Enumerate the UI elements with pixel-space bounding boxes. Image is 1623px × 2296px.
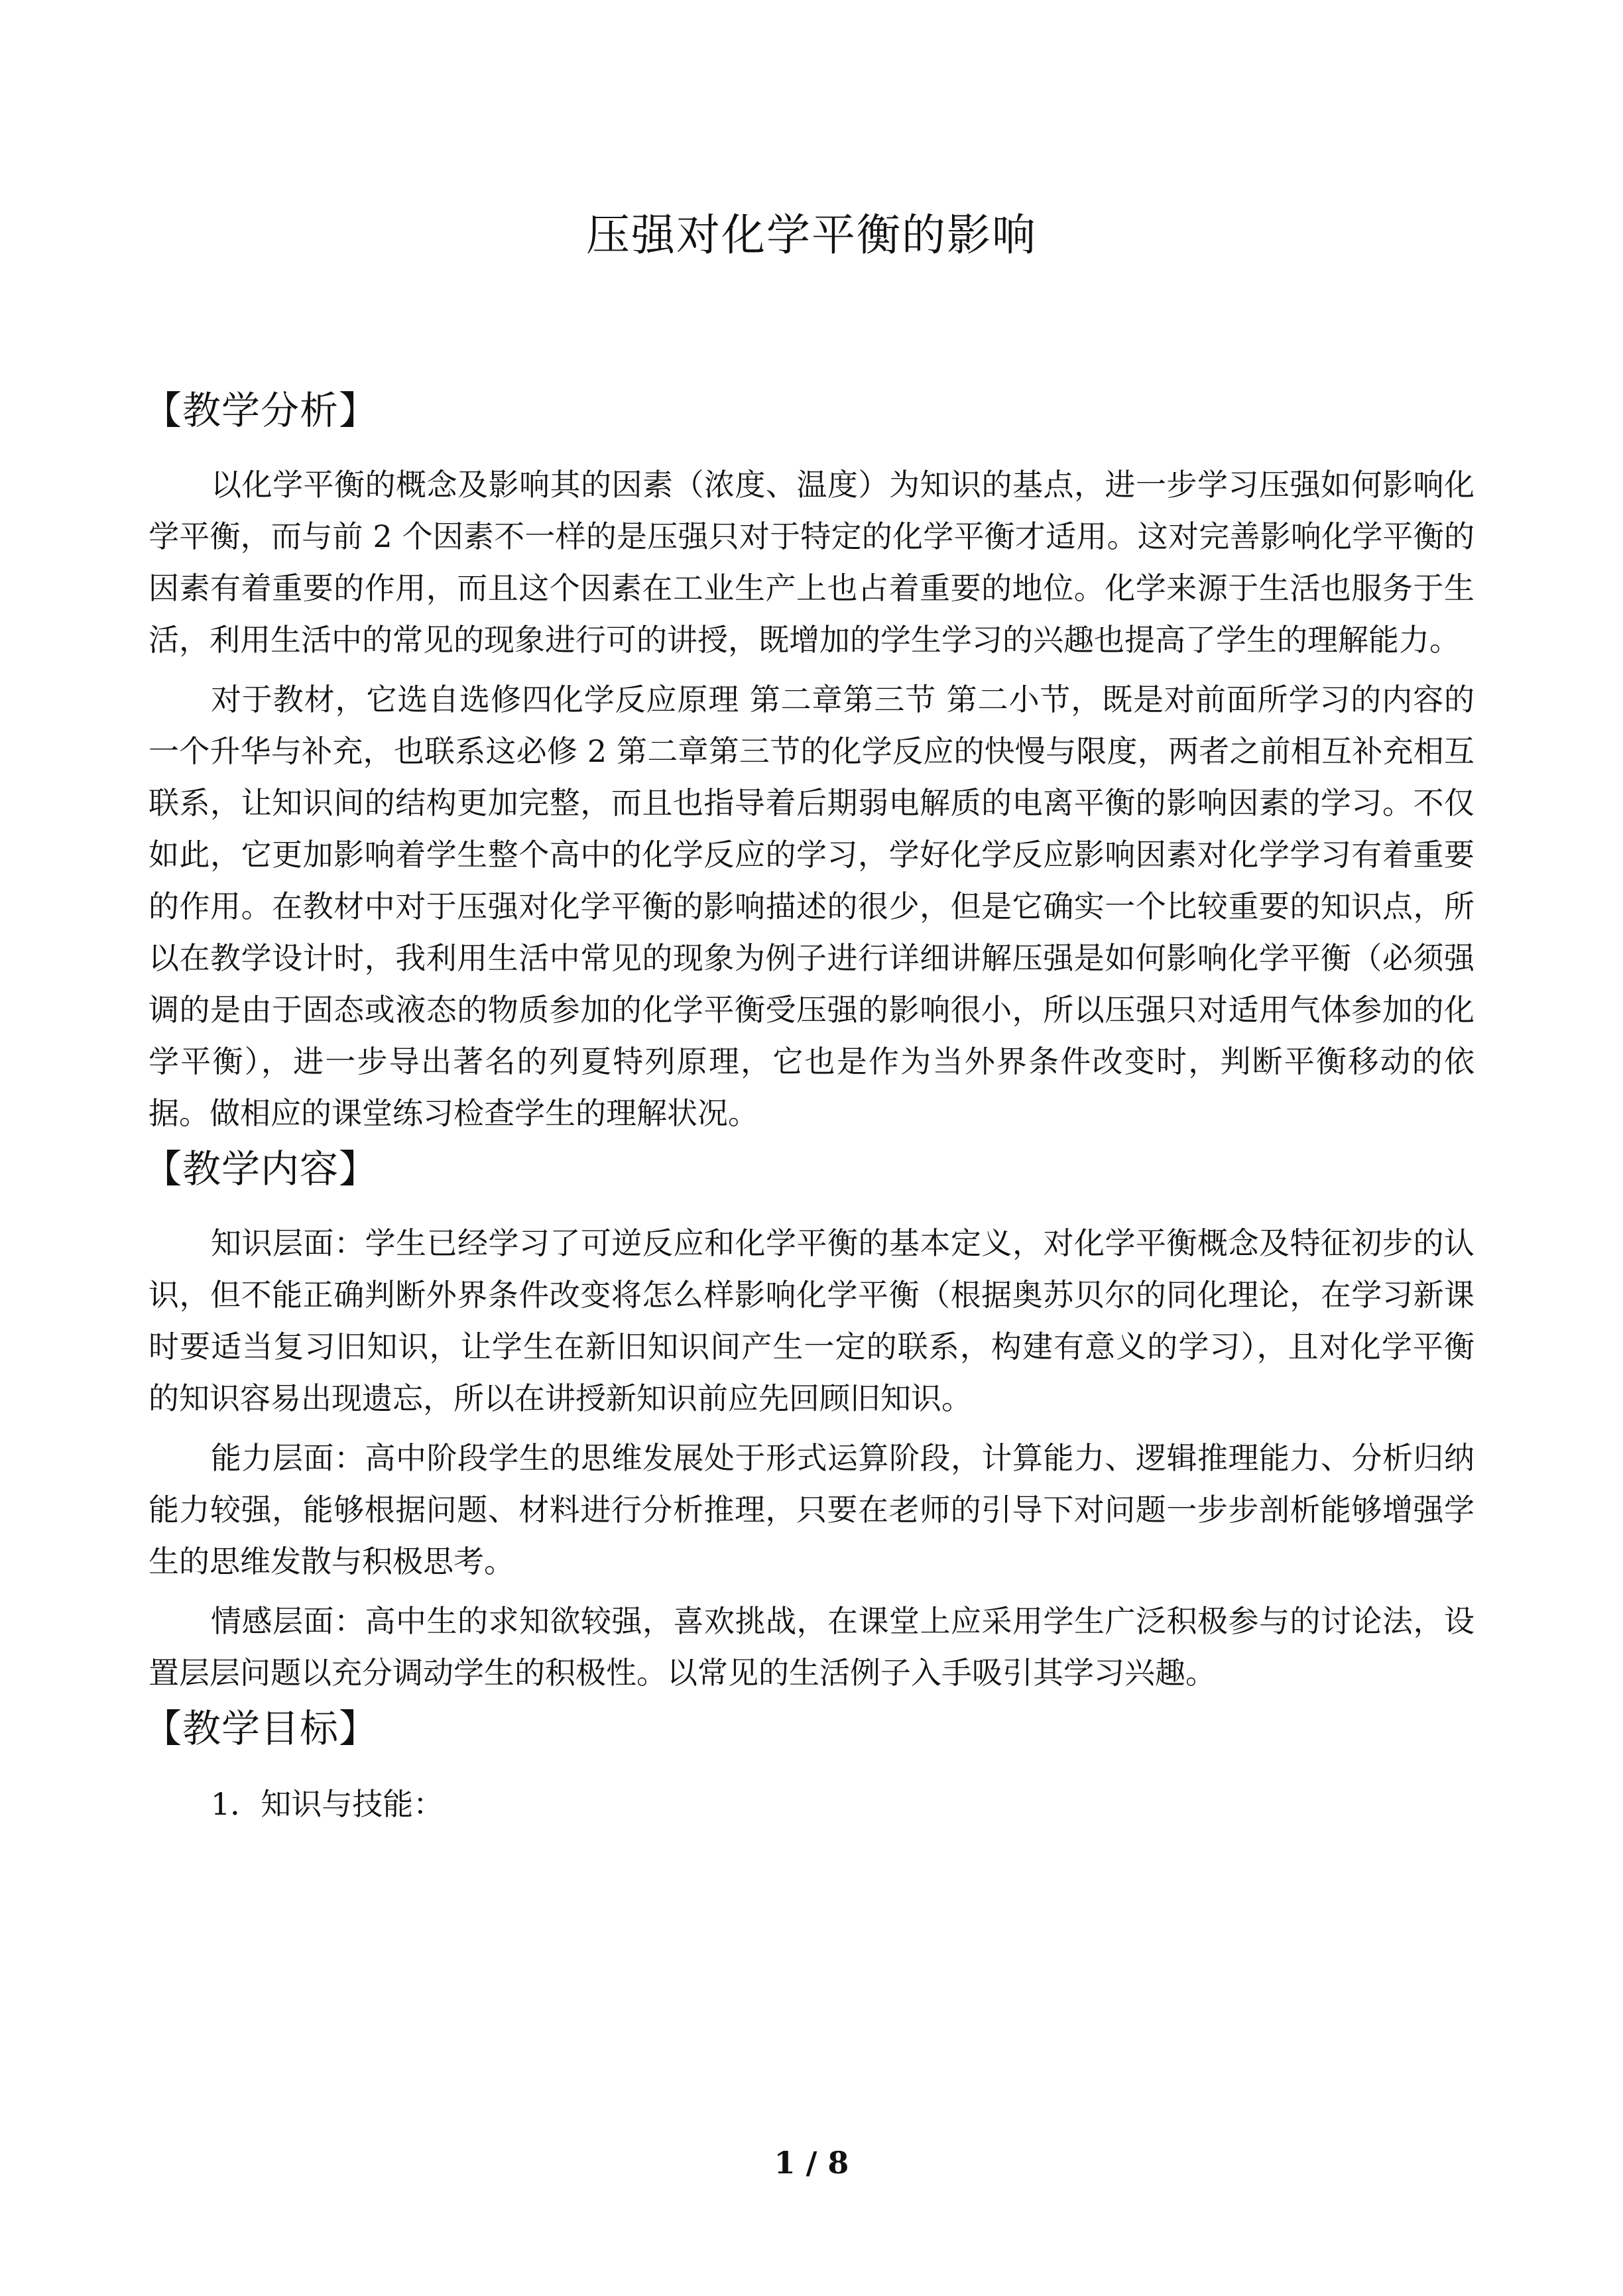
paragraph: 以化学平衡的概念及影响其的因素（浓度、温度）为知识的基点，进一步学习压强如何影响化学平衡，而与前 2 个因素不一样的是压强只对于特定的化学平衡才适用。这对完善影响化学平衡的因素有着重要的作用，而且这个因素在工业生产上也占着重要的地位。化学来源于生活也服务于生活，利用生活中的常见的现象进行可的讲授，既增加的学生学习的兴趣也提高了学生的理解能力。 xyxy=(149,467,1474,658)
paragraph: 情感层面：高中生的求知欲较强，喜欢挑战，在课堂上应采用学生广泛积极参与的讨论法，设置层层问题以充分调动学生的积极性。以常见的生活例子入手吸引其学习兴趣。 xyxy=(149,1603,1474,1691)
section-heading-teaching-analysis: 【教学分析】 xyxy=(143,388,379,433)
section-heading-teaching-objectives: 【教学目标】 xyxy=(143,1706,379,1751)
page-number: 1 / 8 xyxy=(774,2145,849,2181)
document-body xyxy=(143,378,1474,1830)
paragraph: 对于教材，它选自选修四化学反应原理 第二章第三节 第二小节，既是对前面所学习的内容的一个升华与补充，也联系这必修 2 第二章第三节的化学反应的快慢与限度，两者之前相互补充相互联系，让知识间的结构更加完整，而且也指导着后期弱电解质的电离平衡的影响因素的学习。不仅如此，它更加影响着学生整个高中的化学反应的学习，学好化学反应影响因素对化学学习有着重要的作用。在教材中对于压强对化学平衡的影响描述的很少，但是它确实一个比较重要的知识点，所以在教学设计时，我利用生活中常见的现象为例子进行详细讲解压强是如何影响化学平衡（必须强调的是由于固态或液态的物质参加的化学平衡受压强的影响很小，所以压强只对适用气体参加的化学平衡），进一步导出著名的列夏特列原理，它也是作为当外界条件改变时，判断平衡移动的依据。做相应的课堂练习检查学生的理解状况。 xyxy=(149,682,1474,1131)
document-title: 压强对化学平衡的影响 xyxy=(586,210,1037,261)
section-heading-teaching-content: 【教学内容】 xyxy=(143,1146,379,1191)
paragraph: 能力层面：高中阶段学生的思维发展处于形式运算阶段，计算能力、逻辑推理能力、分析归纳能力较强，能够根据问题、材料进行分析推理，只要在老师的引导下对问题一步步剖析能够增强学生的思维发散与积极思考。 xyxy=(149,1440,1474,1579)
paragraph: 知识层面：学生已经学习了可逆反应和化学平衡的基本定义，对化学平衡概念及特征初步的认识，但不能正确判断外界条件改变将怎么样影响化学平衡（根据奥苏贝尔的同化理论，在学习新课时要适当复习旧知识，让学生在新旧知识间产生一定的联系，构建有意义的学习），且对化学平衡的知识容易出现遗忘，所以在讲授新知识前应先回顾旧知识。 xyxy=(149,1225,1474,1416)
list-item: 1．知识与技能： xyxy=(211,1786,444,1822)
